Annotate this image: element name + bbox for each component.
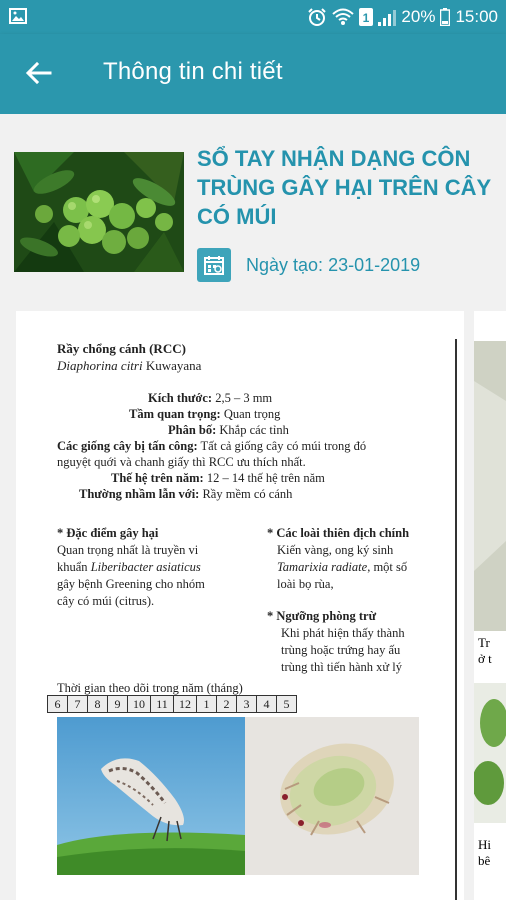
status-right — [307, 5, 498, 29]
field-label: Kích thước: — [148, 391, 213, 405]
month-cell: 2 — [216, 695, 237, 713]
next-page-line: Tr — [478, 635, 490, 650]
signal-icon — [378, 8, 396, 26]
insect-heading: Rầy chổng cánh (RCC) — [57, 341, 186, 356]
field-value: Khắp các tỉnh — [219, 423, 289, 437]
calendar-icon — [197, 248, 231, 282]
field-hosts — [57, 438, 366, 454]
damage-text: khuẩn — [57, 560, 91, 574]
month-cell: 8 — [87, 695, 108, 713]
month-cell: 4 — [256, 695, 277, 713]
enemies-line: loài bọ rùa, — [277, 577, 334, 591]
field-value: nguyệt quới và chanh giấy thì RCC ưu thích nhất. — [57, 455, 306, 469]
month-cell: 11 — [150, 695, 174, 713]
threshold-section — [267, 608, 405, 676]
created-date-row — [197, 248, 420, 282]
months-label: Thời gian theo dõi trong năm (tháng) — [57, 681, 243, 695]
enemies-line — [267, 559, 409, 576]
damage-section — [57, 525, 205, 610]
alarm-icon — [307, 7, 327, 27]
wifi-icon — [332, 8, 354, 26]
field-value: 2,5 – 3 mm — [215, 391, 273, 405]
field-confused-with — [79, 486, 292, 502]
months-table — [48, 695, 297, 713]
next-page-photo — [474, 341, 506, 631]
month-cell: 12 — [173, 695, 197, 713]
column-divider — [455, 339, 457, 900]
threshold-line: trùng hoặc trứng hay ấu — [281, 643, 401, 657]
next-page-line: bê — [478, 853, 491, 868]
field-label: Các giống cây bị tấn công: — [57, 439, 198, 453]
field-label: Thường nhầm lẫn với: — [79, 487, 200, 501]
threshold-line: Khi phát hiện thấy thành — [281, 626, 405, 640]
field-size — [148, 390, 272, 406]
next-page-text-2 — [478, 837, 491, 869]
document-title: SỔ TAY NHẬN DẠNG CÔN TRÙNG GÂY HẠI TRÊN CÂY CÓ MÚI — [197, 146, 491, 229]
scientific-name: Diaphorina citri — [57, 358, 143, 373]
field-value: Rầy mềm có cánh — [202, 487, 293, 501]
page-title: Thông tin chi tiết — [103, 58, 283, 85]
field-label: Tầm quan trọng: — [129, 407, 221, 421]
citrus-photo — [14, 152, 184, 272]
month-cell: 5 — [276, 695, 297, 713]
month-cell: 1 — [196, 695, 217, 713]
detail-content[interactable] — [0, 114, 506, 900]
arrow-left-icon[interactable] — [22, 56, 56, 90]
field-distribution — [168, 422, 289, 438]
damage-line — [57, 559, 205, 576]
next-page-photo-2 — [474, 683, 506, 823]
insect-photos — [57, 717, 419, 875]
damage-heading: * Đặc điểm gây hại — [57, 526, 159, 540]
created-date-value: 23-01-2019 — [328, 254, 421, 275]
month-cell: 6 — [47, 695, 68, 713]
threshold-heading: * Ngưỡng phòng trừ — [267, 609, 377, 623]
app-bar — [0, 34, 506, 114]
psyllid-photo — [57, 717, 419, 875]
parasitoid-name: Tamarixia radiate — [277, 560, 368, 574]
next-page-text — [478, 635, 492, 667]
status-bar — [0, 0, 506, 34]
scientific-name-line — [57, 358, 201, 374]
field-value: Tất cả giống cây có múi trong đó — [200, 439, 367, 453]
pathogen-name: Liberibacter asiaticus — [90, 560, 201, 574]
created-date — [246, 255, 420, 276]
field-value: 12 – 14 thế hệ trên năm — [206, 471, 325, 485]
clock-time: 15:00 — [455, 7, 498, 26]
sim-1-icon — [359, 8, 373, 26]
document-thumbnail[interactable] — [14, 152, 184, 272]
month-cell: 9 — [107, 695, 128, 713]
enemies-line: Kiến vàng, ong ký sinh — [277, 543, 394, 557]
field-importance — [129, 406, 280, 422]
enemies-section — [267, 525, 409, 593]
enemies-heading: * Các loài thiên địch chính — [267, 526, 410, 540]
damage-line: cây có múi (citrus). — [57, 594, 155, 608]
month-cell: 10 — [127, 695, 151, 713]
field-value: Quan trọng — [223, 407, 281, 421]
month-cell: 3 — [236, 695, 257, 713]
next-page-preview[interactable] — [474, 311, 506, 900]
battery-icon — [440, 8, 450, 26]
field-label: Phân bố: — [168, 423, 217, 437]
field-label: Thế hệ trên năm: — [111, 471, 204, 485]
image-icon — [9, 8, 27, 24]
enemies-text: , một số — [367, 560, 408, 574]
battery-percent: 20% — [401, 7, 436, 26]
month-cell: 7 — [67, 695, 88, 713]
next-page-line: Hi — [478, 837, 491, 852]
scientific-author: Kuwayana — [145, 358, 202, 373]
created-date-label: Ngày tạo: — [246, 254, 324, 275]
damage-line: gây bệnh Greening cho nhóm — [57, 577, 205, 591]
field-hosts-cont — [57, 454, 306, 470]
threshold-line: trùng thì tiến hành xử lý — [281, 660, 402, 674]
field-generations — [111, 470, 325, 486]
document-page-preview[interactable] — [16, 311, 464, 900]
damage-line: Quan trọng nhất là truyền vi — [57, 543, 199, 557]
svg-text:1: 1 — [363, 11, 370, 25]
next-page-line: ở t — [478, 651, 492, 666]
